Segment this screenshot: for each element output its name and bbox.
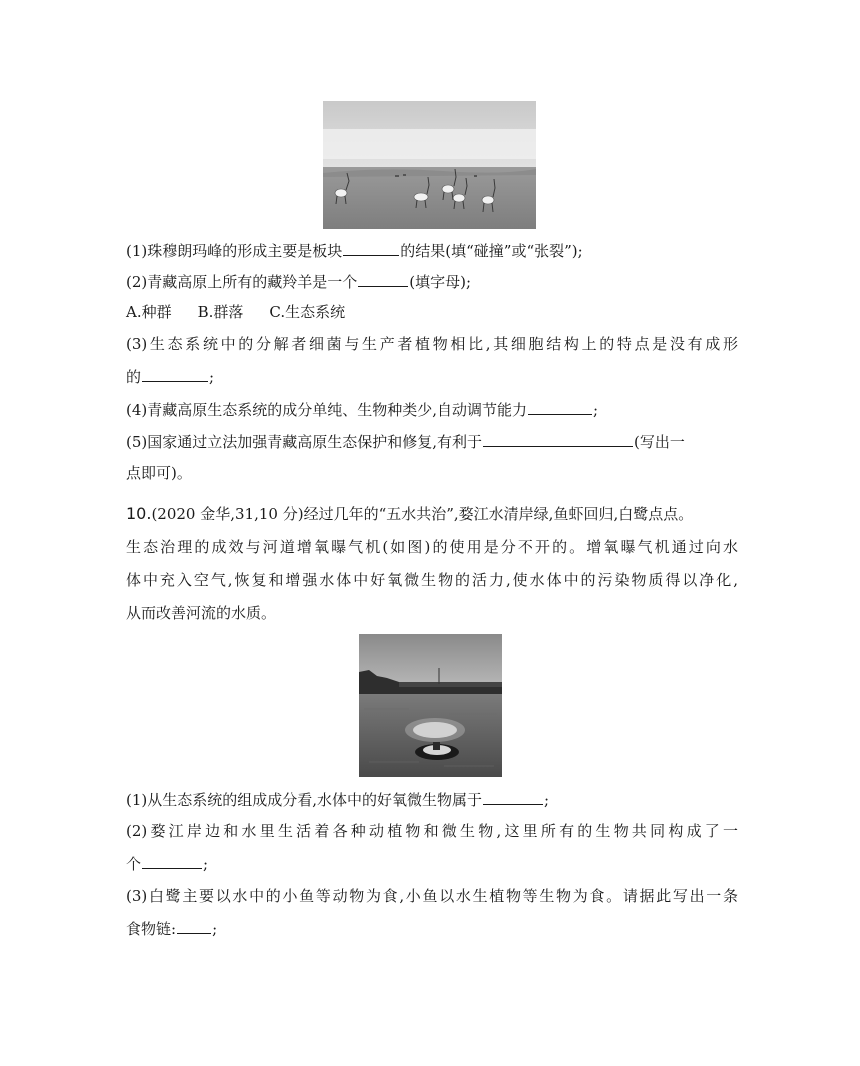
q9-sub1-end: 的结果(填“碰撞”或“张裂”); <box>400 242 583 260</box>
q10-sub2-line2 <box>126 853 208 874</box>
q9-sub2 <box>126 271 471 292</box>
q9-sub1-blank[interactable] <box>343 240 399 256</box>
q10-sub1-text: (1)从生态系统的组成成分看,水体中的好氧微生物属于 <box>126 791 483 809</box>
q10-sub3-blank[interactable] <box>177 918 211 934</box>
q9-sub3-line1: (3)生态系统中的分解者细菌与生产者植物相比,其细胞结构上的特点是没有成形 <box>126 335 738 353</box>
q9-sub5-blank[interactable] <box>483 431 633 447</box>
antelope-photo-image <box>323 101 536 229</box>
option-a[interactable]: A.种群 <box>126 303 172 321</box>
q9-sub3-blank[interactable] <box>142 366 208 382</box>
q10-sub1 <box>126 789 549 810</box>
antelope-photo <box>323 101 536 229</box>
q10-intro-line1 <box>126 504 693 524</box>
q10-intro-line3: 体中充入空气,恢复和增强水体中好氧微生物的活力,使水体中的污染物质得以净化, <box>126 571 738 589</box>
q10-sub3-end: ; <box>212 920 218 938</box>
q9-sub3-start: 的 <box>126 368 142 386</box>
q10-intro-line4: 从而改善河流的水质。 <box>126 604 277 622</box>
q9-sub3-line2 <box>126 366 214 387</box>
q9-sub1-text: (1)珠穆朗玛峰的形成主要是板块 <box>126 242 343 260</box>
q10-sub2-blank[interactable] <box>142 853 202 869</box>
q10-intro-line2: 生态治理的成效与河道增氧曝气机(如图)的使用是分不开的。增氧曝气机通过向水 <box>126 538 738 556</box>
q9-sub1 <box>126 240 583 261</box>
q9-sub5-text: (5)国家通过立法加强青藏高原生态保护和修复,有利于 <box>126 433 483 451</box>
q9-sub5 <box>126 431 685 452</box>
q9-sub2-end: (填字母); <box>409 273 472 291</box>
q10-sub2-end: ; <box>203 855 209 873</box>
q10-sub3-line2 <box>126 918 217 939</box>
q10-sub3-line1: (3)白鹭主要以水中的小鱼等动物为食,小鱼以水生植物等生物为食。请据此写出一条 <box>126 887 738 905</box>
q10-sub3-start: 食物链: <box>126 920 177 938</box>
q10-sub1-end: ; <box>544 791 550 809</box>
option-c[interactable]: C.生态系统 <box>269 303 346 321</box>
q10-sub2-line1: (2)婺江岸边和水里生活着各种动植物和微生物,这里所有的生物共同构成了一 <box>126 822 738 840</box>
q9-sub4 <box>126 399 598 420</box>
q9-sub5-line2: 点即可)。 <box>126 464 192 482</box>
q9-sub4-text: (4)青藏高原生态系统的成分单纯、生物种类少,自动调节能力 <box>126 401 528 419</box>
q9-sub2-blank[interactable] <box>358 271 408 287</box>
aerator-photo <box>359 634 502 777</box>
q9-sub3-end: ; <box>209 368 215 386</box>
aerator-photo-image <box>359 634 502 777</box>
q9-sub4-end: ; <box>593 401 599 419</box>
q10-sub1-blank[interactable] <box>483 789 543 805</box>
question-number: 10. <box>126 504 152 523</box>
q9-sub4-blank[interactable] <box>528 399 592 415</box>
q9-sub5-end: (写出一 <box>634 433 685 451</box>
q10-intro-text: (2020 金华,31,10 分)经过几年的“五水共治”,婺江水清岸绿,鱼虾回归,白鹭点点。 <box>151 505 694 523</box>
option-b[interactable]: B.群落 <box>197 303 244 321</box>
q9-options <box>126 302 371 322</box>
q9-sub2-text: (2)青藏高原上所有的藏羚羊是一个 <box>126 273 358 291</box>
q10-sub2-start: 个 <box>126 855 142 873</box>
